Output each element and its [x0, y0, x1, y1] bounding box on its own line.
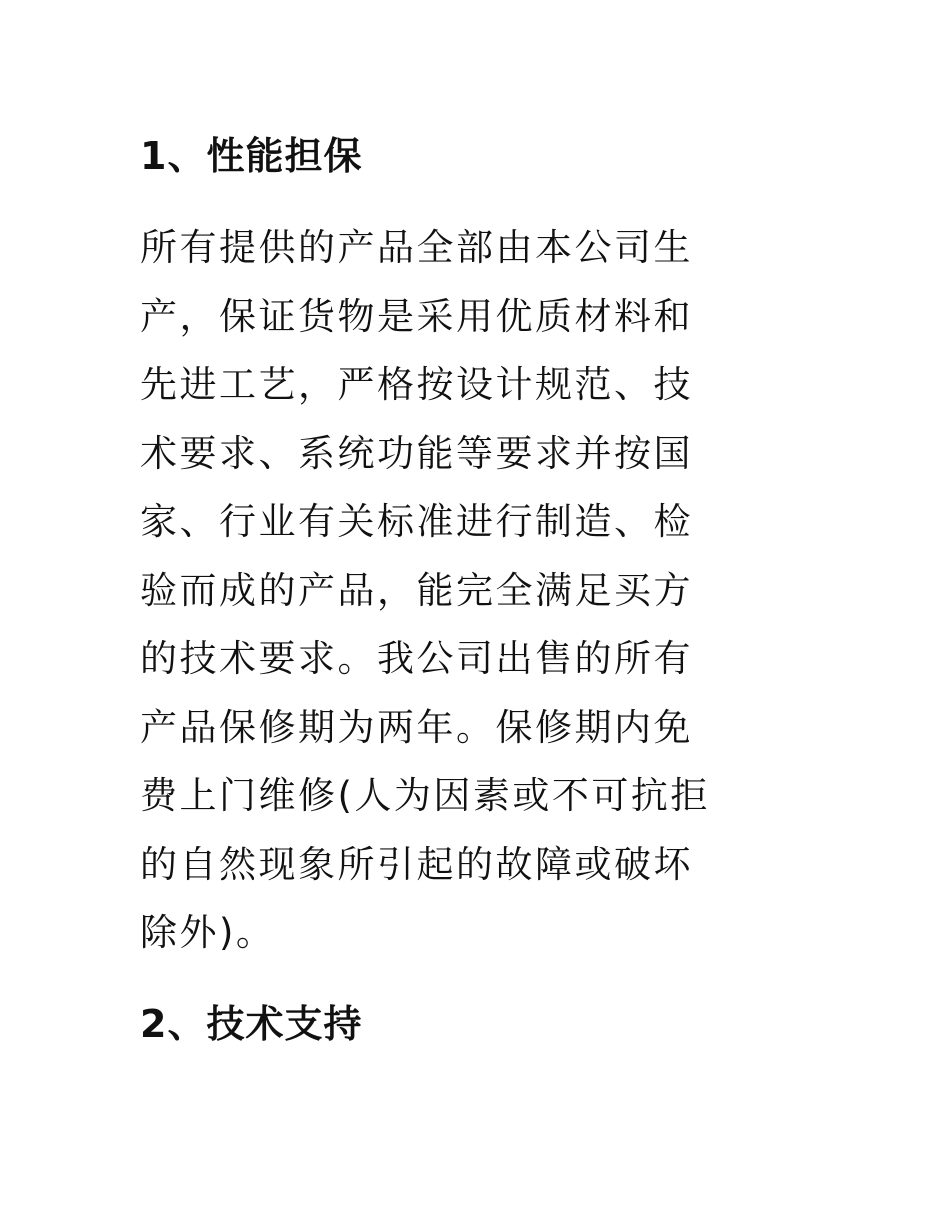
paragraph-line: 的自然现象所引起的故障或破坏: [140, 842, 693, 886]
section-paragraph-performance-guarantee: [140, 214, 840, 968]
paragraph-line: 除外)。: [140, 911, 276, 954]
paragraph-line: 验而成的产品，能完全满足买方: [140, 568, 693, 612]
paragraph-line: 费上门维修(人为因素或不可抗拒: [140, 774, 710, 817]
section-separator: 、: [167, 134, 207, 178]
section-heading-technical-support: [140, 996, 840, 1052]
section-heading-performance-guarantee: [140, 128, 840, 184]
document-page: [140, 128, 840, 1052]
paragraph-line: 的技术要求。我公司出售的所有: [140, 637, 693, 680]
paragraph-line: 家、行业有关标准进行制造、检: [140, 500, 693, 543]
section-number: 2: [140, 1001, 168, 1046]
paragraph-line: 所有提供的产品全部由本公司生: [140, 226, 693, 269]
paragraph-line: 产，保证货物是采用优质材料和: [140, 294, 693, 338]
section-title: 性能担保: [206, 134, 363, 178]
section-title: 技术支持: [206, 1001, 363, 1046]
paragraph-line: 产品保修期为两年。保修期内免: [140, 705, 693, 749]
section-number: 1: [140, 134, 168, 178]
paragraph-line: 先进工艺，严格按设计规范、技: [140, 363, 693, 406]
paragraph-line: 术要求、系统功能等要求并按国: [140, 431, 693, 475]
section-separator: 、: [167, 1001, 207, 1046]
